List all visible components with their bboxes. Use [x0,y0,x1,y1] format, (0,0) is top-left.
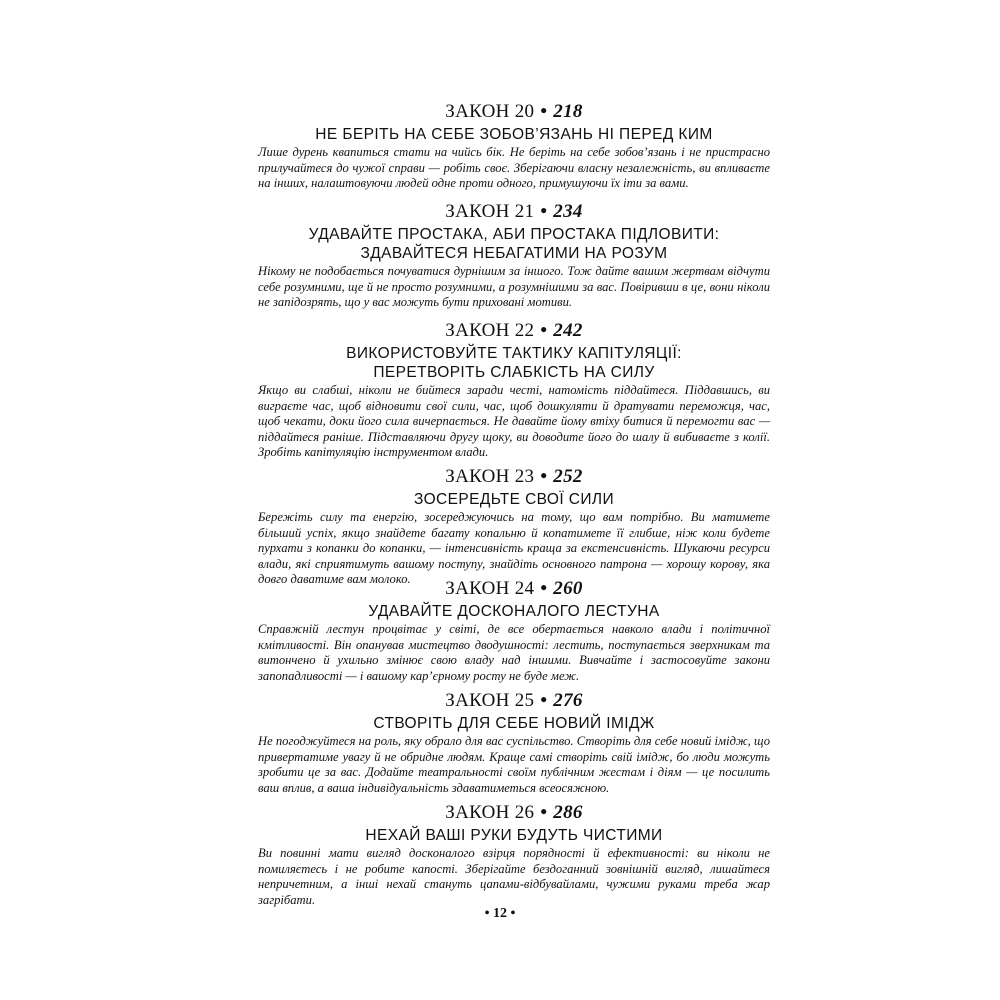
law-20-section [258,101,770,192]
law-description: Якщо ви слабші, ніколи не бийтеся заради честі, натомість піддайтеся. Піддавшись, ви виграєте час, щоб відновити свої сили, час, щоб дошкуляти й дратувати переможця, час, щоб чекати, доки його сила вичерпається. Не давайте йому втіху битися й перемогти вас — піддайтеся раніше. Підставляючи другу щоку, ви доводите його до шалу й вибиваєте з колії. Зробіть капітуляцію інструментом влади. [258,383,770,460]
law-description: Ви повинні мати вигляд досконалого взірця порядності й ефективності: ви ніколи не помиляєтесь і не робите капості. Зберігайте бездоганний зовнішній вигляд, лишайтеся непричетним, а інші нехай стануть цапами-відбувайлами, чужими руками треба жар загрібати. [258,846,770,907]
law-number: ЗАКОН 21 [445,201,535,222]
law-title [258,344,770,382]
bullet-separator: • [540,101,548,122]
law-description: Нікому не подобається почуватися дурнішим за іншого. Тож дайте вашим жертвам відчути себе розумними, ще й не просто розумними, а розумнішими за вас. Повіривши в це, вони ніколи не запідозрять, що у вас можуть бути приховані мотиви. [258,264,770,310]
bullet-separator: • [540,320,548,341]
law-description: Не погоджуйтеся на роль, яку обрало для вас суспільство. Створіть для себе новий імідж, що привертатиме увагу й не обридне людям. Краще самі створіть свій імідж, бо люди можуть зробити це за вас. Додайте театральності своїм публічним жестам і діям — це посилить ваш вплив, а ваша індивідуальність здаватиметься всеосяжною. [258,734,770,795]
page-number: • 12 • [484,906,516,921]
law-number: ЗАКОН 22 [445,320,535,341]
page-reference: 252 [553,466,583,487]
law-heading [258,320,770,342]
law-heading [258,802,770,824]
bullet-separator: • [540,201,548,222]
law-23-section [258,466,770,588]
law-24-section [258,578,770,684]
law-22-section [258,320,770,461]
law-title [258,714,770,733]
law-number: ЗАКОН 23 [445,466,535,487]
law-25-section [258,690,770,796]
law-title [258,125,770,144]
law-heading [258,690,770,712]
law-number: ЗАКОН 20 [445,101,535,122]
law-title [258,826,770,845]
page-reference: 234 [553,201,583,222]
page-reference: 218 [553,101,583,122]
law-number: ЗАКОН 24 [445,578,535,599]
law-title-line: УДАВАЙТЕ ДОСКОНАЛОГО ЛЕСТУНА [368,603,660,620]
law-title-line: ПЕРЕТВОРІТЬ СЛАБКІСТЬ НА СИЛУ [373,364,655,381]
bullet-separator: • [540,466,548,487]
page-reference: 276 [553,690,583,711]
law-title-line: УДАВАЙТЕ ПРОСТАКА, АБИ ПРОСТАКА ПІДЛОВИТИ: [308,226,720,243]
law-description: Лише дурень квапиться стати на чийсь бік. Не беріть на себе зобов’язань і не пристрасно прилучайтеся до чужої справи — робіть своє. Зберігаючи власну незалежність, ви впливаєте на інших, налаштовуючи людей одне проти одного, примушуючи їх іти за вами. [258,145,770,191]
law-number: ЗАКОН 25 [445,690,535,711]
page-reference: 242 [553,320,583,341]
law-21-section [258,201,770,311]
law-heading [258,578,770,600]
law-title-line: СТВОРІТЬ ДЛЯ СЕБЕ НОВИЙ ІМІДЖ [373,715,655,732]
law-title-line: ЗДАВАЙТЕСЯ НЕБАГАТИМИ НА РОЗУМ [360,245,668,262]
law-heading [258,201,770,223]
law-26-section [258,802,770,908]
law-title [258,225,770,263]
law-title-line: НЕХАЙ ВАШІ РУКИ БУДУТЬ ЧИСТИМИ [365,827,663,844]
law-title [258,602,770,621]
page-reference: 260 [553,578,583,599]
law-number: ЗАКОН 26 [445,802,535,823]
law-heading [258,466,770,488]
law-title-line: НЕ БЕРІТЬ НА СЕБЕ ЗОБОВ’ЯЗАНЬ НІ ПЕРЕД КИМ [315,126,713,143]
bullet-separator: • [540,578,548,599]
law-description: Бережіть силу та енергію, зосереджуючись на тому, що вам потрібно. Ви матимете більший успіх, якщо знайдете багату копальню й копатимете її глибше, ніж коли будете пурхати з копанки до копанки, — інтенсивність краща за екстенсивність. Шукаючи ресурси влади, які сприятимуть вашому поступу, знайдіть основного патрона — хорошу корову, яка довго даватиме вам молоко. [258,510,770,587]
page-reference: 286 [553,802,583,823]
law-heading [258,101,770,123]
law-title [258,490,770,509]
bullet-separator: • [540,690,548,711]
law-title-line: ВИКОРИСТОВУЙТЕ ТАКТИКУ КАПІТУЛЯЦІЇ: [346,345,682,362]
law-title-line: ЗОСЕРЕДЬТЕ СВОЇ СИЛИ [413,491,615,508]
bullet-separator: • [540,802,548,823]
law-description: Справжній лестун процвітає у світі, де все обертається навколо влади і політичної кмітливості. Він опанував мистецтво дводушності: лестить, поступається зверхникам та витончено й ухильно змінює свою владу над іншими. Вивчайте і застосовуйте закони запопадливості — і вашому кар’єрному росту не буде меж. [258,622,770,683]
